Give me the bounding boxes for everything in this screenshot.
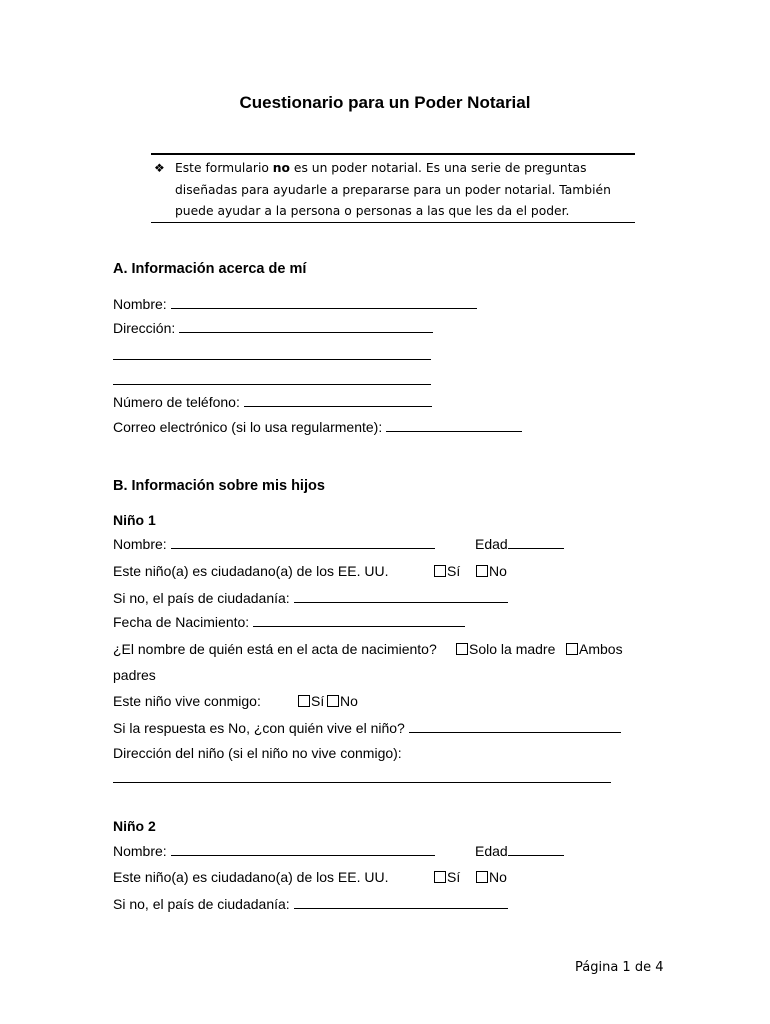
child1-citizen-yes[interactable]: Sí: [434, 563, 460, 579]
child2-name-line[interactable]: [171, 843, 435, 856]
name-field[interactable]: [113, 296, 477, 312]
checkbox-icon[interactable]: [327, 695, 339, 707]
child1-country-label: Si no, el país de ciudadanía:: [113, 590, 290, 606]
child1-both-label-cont: padres: [113, 667, 156, 683]
child2-name-field[interactable]: [113, 843, 435, 859]
child1-country-line[interactable]: [294, 590, 508, 603]
child1-who-field[interactable]: [113, 720, 621, 736]
child1-name-line[interactable]: [171, 536, 435, 549]
phone-field[interactable]: [113, 394, 432, 410]
name-line[interactable]: [171, 296, 477, 309]
child1-title: Niño 1: [113, 512, 156, 528]
email-field[interactable]: [113, 419, 522, 435]
child2-age-line[interactable]: [508, 843, 564, 856]
child2-citizen-no[interactable]: No: [476, 869, 507, 885]
checkbox-icon[interactable]: [476, 565, 488, 577]
child1-address-label: Dirección del niño (si el niño no vive conmigo):: [113, 745, 402, 761]
child1-birth-field[interactable]: [113, 614, 465, 630]
checkbox-icon[interactable]: [456, 643, 468, 655]
notice-text: Este formulario no es un poder notarial. Es una serie de preguntas diseñadas para ayudarle a prepararse para un poder notarial. También puede ayudar a la persona o personas a las que les da el poder.: [175, 161, 611, 218]
child1-lives-no[interactable]: No: [327, 693, 358, 709]
child1-name-field[interactable]: [113, 536, 435, 552]
checkbox-icon[interactable]: [434, 565, 446, 577]
child1-citizen-label: Este niño(a) es ciudadano(a) de los EE. UU.: [113, 563, 389, 579]
checkbox-icon[interactable]: [476, 871, 488, 883]
child1-name-label: Nombre:: [113, 536, 167, 552]
address-line-3[interactable]: [113, 384, 431, 385]
child1-who-line[interactable]: [409, 720, 621, 733]
address-field[interactable]: [113, 320, 433, 336]
section-b-heading: B. Información sobre mis hijos: [113, 478, 325, 494]
child1-age-field[interactable]: [475, 536, 564, 552]
checkbox-icon[interactable]: [298, 695, 310, 707]
child1-lives-label: Este niño vive conmigo:: [113, 693, 261, 709]
notice-box: [151, 153, 635, 223]
child1-who-label: Si la respuesta es No, ¿con quién vive el niño?: [113, 720, 405, 736]
phone-label: Número de teléfono:: [113, 394, 240, 410]
checkbox-icon[interactable]: [434, 871, 446, 883]
child2-age-label: Edad: [475, 843, 508, 859]
child1-age-label: Edad: [475, 536, 508, 552]
child2-citizen-yes[interactable]: Sí: [434, 869, 460, 885]
email-label: Correo electrónico (si lo usa regularmente):: [113, 419, 383, 435]
checkbox-icon[interactable]: [566, 643, 578, 655]
section-a-heading: A. Información acerca de mí: [113, 261, 307, 277]
child1-birth-line[interactable]: [253, 614, 465, 627]
child2-country-label: Si no, el país de ciudadanía:: [113, 896, 290, 912]
name-label: Nombre:: [113, 296, 167, 312]
child1-birthcert-label: ¿El nombre de quién está en el acta de nacimiento?: [113, 641, 437, 657]
child1-address-line[interactable]: [113, 782, 611, 783]
document-title: Cuestionario para un Poder Notarial: [239, 93, 531, 112]
child2-title: Niño 2: [113, 818, 156, 834]
address-line-1[interactable]: [179, 320, 433, 333]
child1-birth-label: Fecha de Nacimiento:: [113, 614, 250, 630]
child1-mother-only-option[interactable]: Solo la madre: [456, 641, 555, 657]
bullet-icon: ❖: [154, 161, 165, 175]
notice-bold-word: no: [272, 161, 290, 175]
child2-citizen-label: Este niño(a) es ciudadano(a) de los EE. UU.: [113, 869, 389, 885]
email-line[interactable]: [386, 419, 522, 432]
child1-both-option[interactable]: Ambos: [566, 641, 623, 657]
address-label: Dirección:: [113, 320, 176, 336]
page-number: Página 1 de 4: [575, 960, 664, 975]
address-line-2[interactable]: [113, 359, 431, 360]
child2-age-field[interactable]: [475, 843, 564, 859]
child1-country-field[interactable]: [113, 590, 508, 606]
child2-country-line[interactable]: [294, 896, 508, 909]
child2-country-field[interactable]: [113, 896, 508, 912]
child1-lives-yes[interactable]: Sí: [298, 693, 324, 709]
child1-age-line[interactable]: [508, 536, 564, 549]
child1-citizen-no[interactable]: No: [476, 563, 507, 579]
child2-name-label: Nombre:: [113, 843, 167, 859]
phone-line[interactable]: [244, 394, 432, 407]
